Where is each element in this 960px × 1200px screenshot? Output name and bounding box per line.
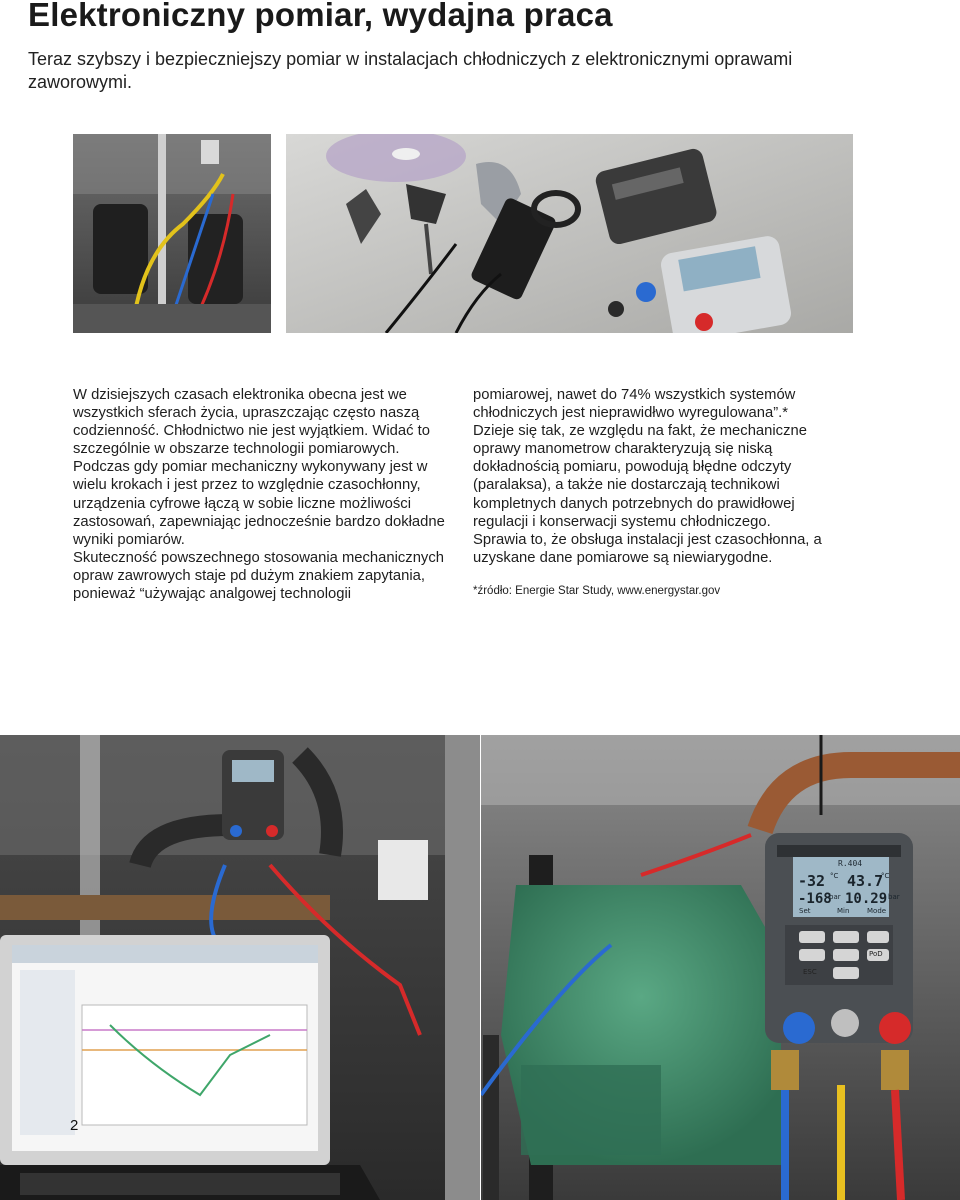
pod-button[interactable]: PoD — [869, 950, 883, 958]
lcd-reading-right: 43.7 — [847, 872, 884, 890]
paragraph: pomiarowej, nawet do 74% wszystkich systemów chłodniczych jest nieprawidłwo wyregulowana”.* — [473, 387, 796, 422]
paragraph: W dzisiejszych czasach elektronika obecna jest we wszystkich sferach życia, upraszczając często naszą codzienność. Chłodnictwo nie jest wyjątkiem. Widać to szczególnie w obszarze technologii pomiarowych. — [73, 387, 430, 458]
photo-compressor-manifold — [481, 735, 960, 1200]
page-subtitle: Teraz szybszy i bezpieczniejszy pomiar w instalacjach chłodniczych z elektronicznymi oprawami zaworowymi. — [28, 49, 793, 92]
page-number: 2 — [70, 1117, 79, 1134]
paragraph: Podczas gdy pomiar mechaniczny wykonywany jest w wielu krokach i jest przez to względnie czasochłonny, urządzenia cyfrowe łączą w sobie liczne możliwości zastosowań, zapewniając jednocześnie bardzo dokładne wyniki pomiarów. — [73, 459, 445, 548]
lcd-reading-bottom-left: -168 — [798, 891, 832, 907]
lcd-reading-left: -32 — [798, 872, 826, 890]
lcd-unit-right: °C — [881, 872, 890, 880]
manifold-top-label: R.404 — [838, 859, 863, 868]
lcd-unit-bar-right: bar — [888, 893, 900, 901]
footnote: *źródło: Energie Star Study, www.energystar.gov — [473, 585, 721, 597]
paragraph: Dzieje się tak, ze względu na fakt, że mechaniczne oprawy manometrow charakteryzują się niską dokładnością pomiaru, powodują błędne odczyty (paralaksa), a także nie dostarczają technikowi kompletnych danych potrzebnych do prawidłowej regulacji i konserwacji systemu chłodniczego. — [473, 423, 807, 530]
body-column-right — [473, 386, 845, 567]
lcd-reading-bottom-right: 10.29 — [845, 891, 888, 907]
page-title: Elektroniczny pomiar, wydajna praca — [28, 0, 613, 33]
lcd-label-min: Min — [837, 907, 850, 915]
paragraph: Skuteczność powszechnego stosowania mechanicznych opraw zawrowych staje pd dużym znakiem zapytania, ponieważ “używając analgowej technologii — [73, 549, 444, 603]
photo-refrigeration-unit — [73, 134, 271, 333]
lcd-unit-bar-left: bar — [829, 893, 841, 901]
paragraph: Sprawia to, że obsługa instalacji jest czasochłonna, a uzyskane dane pomiarowe są niewiarygodne. — [473, 531, 822, 566]
lcd-label-mode: Mode — [867, 907, 887, 915]
lcd-unit-left: °C — [830, 872, 839, 880]
esc-button[interactable]: ESC — [803, 968, 817, 976]
lcd-label-set: Set — [799, 907, 811, 915]
photo-measurement-instruments — [286, 134, 853, 333]
body-column-left — [73, 386, 453, 603]
